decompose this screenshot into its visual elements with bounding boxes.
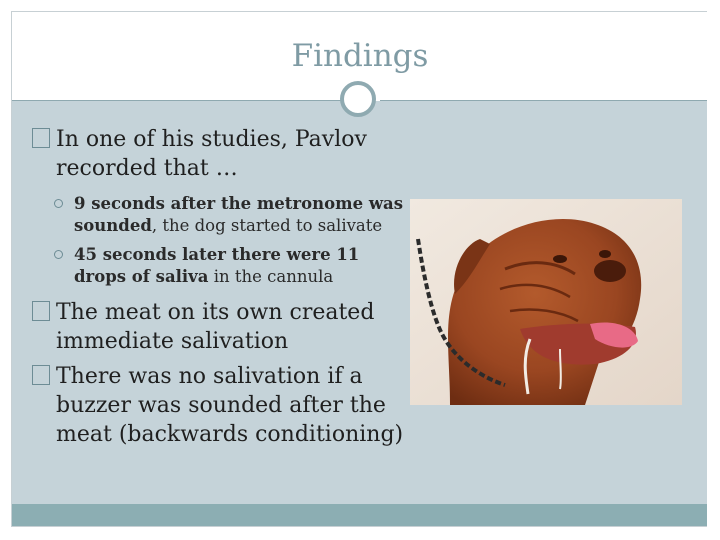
bullet-text: The meat on its own created immediate salivation bbox=[56, 300, 375, 354]
sub-bullet-text: , the dog started to salivate bbox=[151, 216, 383, 235]
sub-bullet-item bbox=[32, 244, 412, 288]
bullet-item bbox=[32, 362, 412, 449]
bullet-marker-icon bbox=[32, 128, 50, 148]
bullet-item bbox=[32, 125, 412, 183]
sub-bullet-text: in the cannula bbox=[208, 267, 334, 286]
bullet-marker-icon bbox=[32, 301, 50, 321]
bullet-text: In one of his studies, Pavlov recorded that … bbox=[56, 127, 367, 181]
title-divider-left bbox=[12, 100, 342, 101]
sub-bullet-marker-icon bbox=[54, 199, 63, 208]
bullet-list bbox=[32, 125, 412, 449]
sub-bullet-bold-text: 45 seconds later there were 11 drops of saliva bbox=[74, 245, 360, 286]
title-divider-right bbox=[380, 100, 707, 101]
slide-title: Findings bbox=[291, 38, 429, 74]
divider-circle-ornament bbox=[340, 81, 376, 117]
dog-photo bbox=[410, 199, 682, 405]
bullet-text: There was no salivation if a buzzer was sounded after the meat (backwards conditioning) bbox=[56, 364, 404, 447]
sub-bullet-marker-icon bbox=[54, 250, 63, 259]
sub-bullet-item bbox=[32, 193, 412, 237]
bullet-marker-icon bbox=[32, 365, 50, 385]
bullet-item bbox=[32, 298, 412, 356]
sub-bullet-bold-text: 9 seconds after the metronome was sounded bbox=[74, 194, 404, 235]
footer-bar bbox=[12, 504, 707, 526]
